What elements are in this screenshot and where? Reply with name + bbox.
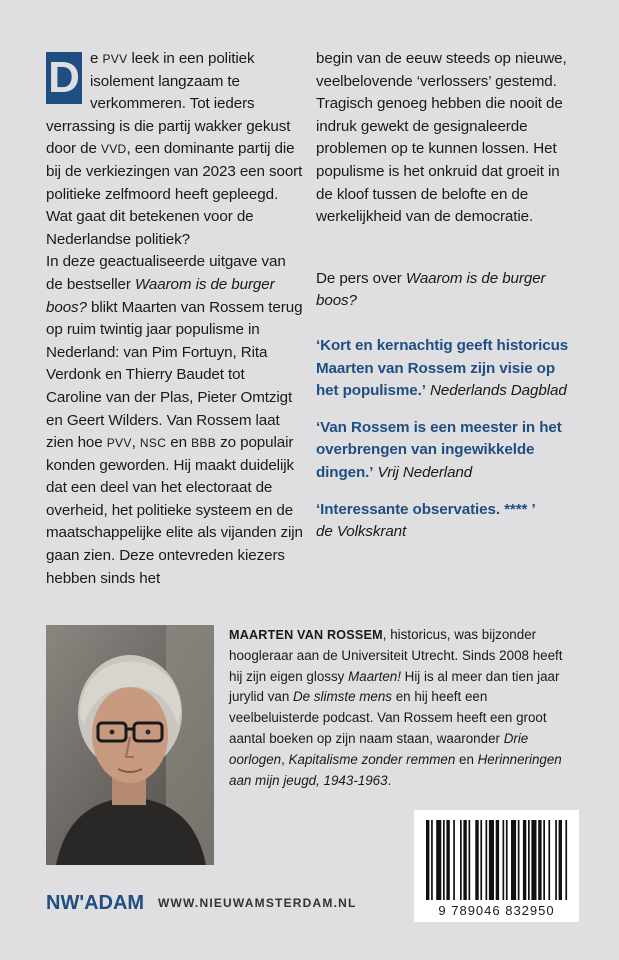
author-bio (229, 625, 579, 791)
barcode-bar (463, 820, 466, 900)
barcode-bar (565, 820, 567, 900)
barcode-bar (469, 820, 471, 900)
press-quote (316, 335, 574, 403)
barcode-bar (559, 820, 562, 900)
barcode-bar (531, 820, 536, 900)
text-run: en (166, 434, 192, 452)
description-paragraph (46, 251, 304, 590)
text-run: De slimste mens (293, 689, 392, 705)
press-intro (316, 268, 574, 313)
text-run: , een dominante partij die bij de verkiezingen van 2023 een soort politieke zelfmoord heeft gepleegd. Wat gaat dit betekenen voor de Nederlandse politiek? (46, 140, 303, 248)
barcode-bar (518, 820, 520, 900)
barcode-bar (496, 820, 499, 900)
barcode-bar (538, 820, 541, 900)
barcode-bar (511, 820, 516, 900)
quote-source: de Volkskrant (316, 523, 407, 541)
barcode-bar (453, 820, 455, 900)
barcode-bar (523, 820, 526, 900)
barcode-bar (543, 820, 545, 900)
barcode-bar (443, 820, 445, 900)
barcode-bar (436, 820, 441, 900)
text-run: Maarten! (348, 668, 401, 684)
publisher-website[interactable]: WWW.NIEUWAMSTERDAM.NL (158, 896, 357, 910)
barcode-bar (431, 820, 433, 900)
press-quotes (316, 335, 574, 544)
text-run: PVV (106, 436, 132, 451)
text-run: , (131, 434, 140, 452)
barcode-bar (426, 820, 429, 900)
text-run: en hij heeft een veelbeluisterde podcast. Van Rossem heeft een groot aantal boeken op zijn naam staan, waaronder (229, 689, 547, 746)
continuation-paragraph: begin van de eeuw steeds op nieuwe, veelbelovende ‘verlossers’ gestemd. Tragisch genoeg hebben die nooit de indruk gewekt de gesignaleerde problemen op te kunnen lossen. Het populisme is het onkruid dat groeit in de kloof tussen de belofte en de werkelijkheid van de democratie. (316, 50, 567, 226)
press-quote (316, 499, 574, 544)
text-run: zo populair konden geworden. Hij maakt duidelijk dat een deel van het electoraat de overheid, het politieke systeem en de maatschappelijke elite als vijanden zijn gaan zien. Deze ontevreden kiezers hebben sinds het (46, 434, 303, 587)
barcode-bar (475, 820, 478, 900)
press-intro-book-title: Waarom is de burger boos? (316, 269, 546, 310)
back-cover-text-right (316, 48, 574, 544)
barcode-bar (548, 820, 550, 900)
text-run: , (281, 751, 289, 767)
text-run: . (387, 772, 392, 788)
text-run: BBB (191, 436, 217, 451)
text-run: MAARTEN VAN ROSSEM (229, 628, 383, 642)
barcode-bar (528, 820, 530, 900)
barcode-bar (555, 820, 557, 900)
text-run: In deze geactualiseerde uitgave van de bestseller (46, 253, 286, 293)
text-run: en (455, 751, 478, 767)
text-run: Herinneringen aan mijn jeugd, 1943-1963 (229, 751, 562, 788)
barcode-bar (460, 820, 462, 900)
quote-source: Vrij Nederland (377, 463, 473, 481)
author-portrait-image (46, 625, 214, 865)
text-run: leek in een politiek isolement langzaam te verkommeren. Tot ieders verrassing is die partij wakker gekust door de (46, 50, 291, 158)
text-run: e (90, 50, 103, 67)
barcode-bar (486, 820, 488, 900)
press-quote (316, 417, 574, 485)
dropcap: D (46, 52, 82, 104)
text-run: Drie oorlogen (229, 730, 529, 767)
quote-text: ‘Kort en kernachtig geeft historicus Maarten van Rossem zijn visie op het populisme.’ (316, 336, 569, 400)
quote-text: ‘Van Rossem is een meester in het overbrengen van ingewikkelde dingen.’ (316, 418, 562, 481)
isbn-number: 9 789046 832950 (438, 903, 555, 918)
author-photo (46, 625, 214, 865)
text-run: Kapitalisme zonder remmen (288, 751, 456, 767)
intro-paragraph (46, 48, 304, 251)
back-cover-text-left (46, 48, 304, 590)
text-run: NSC (139, 436, 167, 451)
barcode-bar (506, 820, 508, 900)
isbn-barcode (414, 810, 579, 922)
publisher-logo: NW'ADAM (46, 892, 145, 914)
text-run: blikt Maarten van Rossem terug op ruim twintig jaar populisme in Nederland: van Pim Fortuyn, Rita Verdonk en Thierry Baudet tot Caroline van der Plas, Pieter Omtzigt en Geert Wilders. Van Rossem laat zien hoe (46, 298, 303, 452)
barcode-bar (489, 820, 494, 900)
press-intro-label: De pers over (316, 269, 406, 287)
quote-text: ‘Interessante observaties. **** ’ (316, 500, 536, 518)
barcode-bar (503, 820, 505, 900)
text-run: , historicus, was bijzonder hoogleraar aan de Universiteit Utrecht. Sinds 2008 heeft hij zijn eigen glossy (229, 627, 563, 684)
barcode-bars (414, 818, 579, 908)
text-run: PVV (102, 52, 128, 66)
barcode-bar (480, 820, 482, 900)
text-run: Waarom is de burger boos? (46, 275, 275, 316)
text-run: VVD (100, 142, 127, 157)
quote-source: Nederlands Dagblad (430, 382, 567, 400)
text-run: Hij is al meer dan tien jaar jurylid van (229, 668, 560, 705)
barcode-bar (446, 820, 449, 900)
